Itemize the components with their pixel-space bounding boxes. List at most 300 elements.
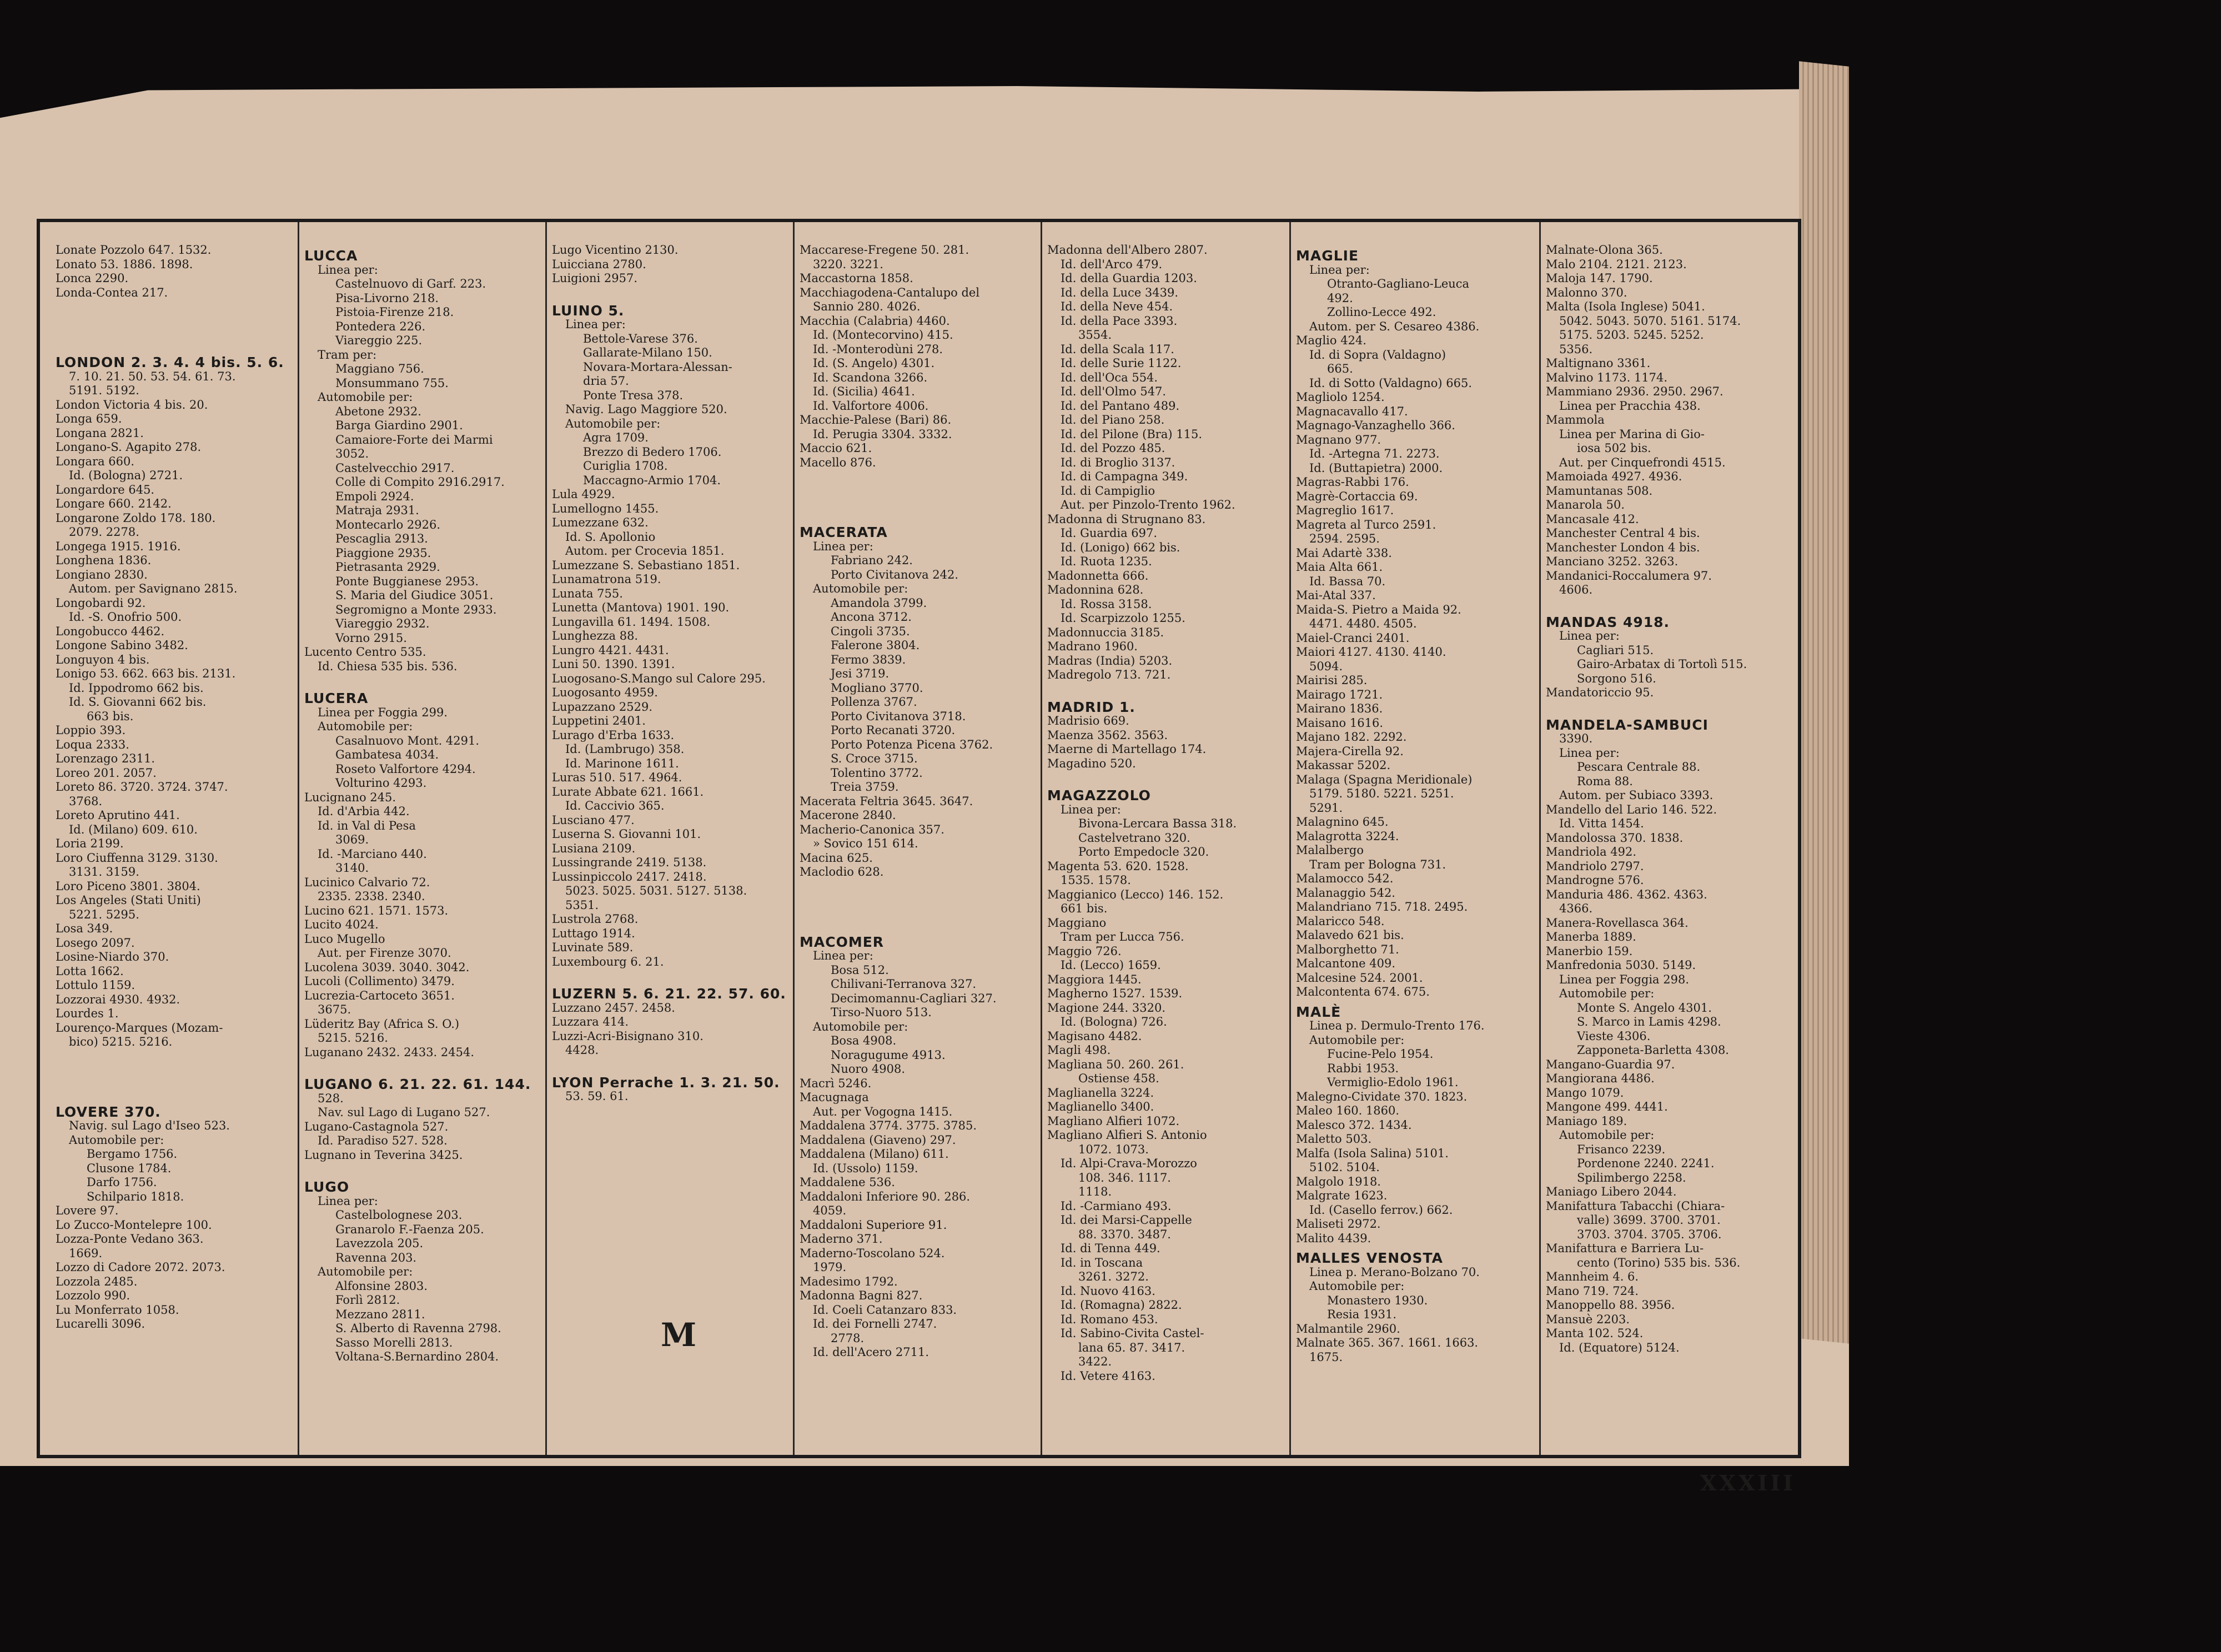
index-entry: Mairago 1721.	[1296, 687, 1383, 701]
index-entry: Maddalena (Milano) 611.	[800, 1147, 949, 1161]
index-entry: Linea per:	[565, 318, 626, 331]
index-entry: Id. (Ussolo) 1159.	[813, 1161, 918, 1175]
index-entry: Id. in Val di Pesa	[318, 819, 416, 832]
index-entry: Lourdes 1.	[56, 1007, 119, 1020]
index-entry: Luzzano 2457. 2458.	[552, 1001, 675, 1015]
index-entry: Chilivani-Terranova 327.	[831, 977, 977, 991]
index-entry: Id. (Montecorvino) 415.	[813, 328, 953, 342]
index-entry: Malcontenta 674. 675.	[1296, 985, 1430, 998]
index-entry: Longare 660. 2142.	[56, 497, 172, 510]
index-entry: Lupazzano 2529.	[552, 700, 653, 714]
index-entry: Magreta al Turco 2591.	[1296, 518, 1436, 531]
index-entry: Id. dell'Olmo 547.	[1061, 385, 1167, 398]
index-entry: 4059.	[813, 1204, 847, 1217]
index-entry: Madrano 1960.	[1047, 640, 1138, 653]
index-entry: Vorno 2915.	[335, 631, 407, 645]
index-entry: Maddaloni Inferiore 90. 286.	[800, 1189, 971, 1203]
index-entry: 3220. 3221.	[813, 257, 883, 271]
index-entry: Id. -Carmiano 493.	[1061, 1199, 1172, 1213]
index-entry: Monsummano 755.	[335, 376, 449, 390]
index-entry: Majano 182. 2292.	[1296, 730, 1407, 744]
index-entry: Id. (S. Angelo) 4301.	[813, 356, 935, 370]
index-entry: Madonnuccia 3185.	[1047, 625, 1164, 639]
index-entry: 1535. 1578.	[1061, 873, 1131, 887]
index-entry: Maclodio 628.	[800, 865, 884, 878]
index-entry: Maggiano 756.	[335, 362, 424, 375]
index-entry: Curiglia 1708.	[583, 459, 668, 473]
index-entry: Magadino 520.	[1047, 756, 1136, 770]
index-entry: Mandatoriccio 95.	[1546, 686, 1654, 699]
index-entry: Otranto-Gagliano-Leuca	[1327, 277, 1470, 290]
index-entry: Aut. per Pinzolo-Trento 1962.	[1061, 498, 1235, 511]
index-entry: Castelnuovo di Garf. 223.	[335, 277, 486, 290]
index-entry: Macerone 2840.	[800, 809, 896, 822]
index-entry: lana 65. 87. 3417.	[1078, 1340, 1185, 1354]
index-entry: Id. S. Giovanni 662 bis.	[69, 695, 207, 709]
index-entry: Longuyon 4 bis.	[56, 652, 150, 666]
index-entry: Madonnina 628.	[1047, 583, 1144, 596]
index-entry: 53. 59. 61.	[565, 1089, 629, 1103]
index-entry: 5291.	[1309, 801, 1343, 815]
index-entry: Madesimo 1792.	[800, 1274, 898, 1288]
index-entry: Id. (Bologna) 726.	[1061, 1015, 1167, 1028]
index-entry: Piaggione 2935.	[335, 546, 431, 560]
index-entry: Losa 349.	[56, 922, 113, 935]
index-entry: Longano-S. Agapito 278.	[56, 440, 202, 454]
index-entry: Maccagno-Armio 1704.	[583, 473, 721, 487]
index-entry: Maccarese-Fregene 50. 281.	[800, 243, 969, 257]
index-entry: Id. di Campagna 349.	[1061, 470, 1188, 483]
index-entry: Spilimbergo 2258.	[1577, 1171, 1686, 1184]
index-entry: Montecarlo 2926.	[335, 518, 441, 531]
index-entry: Longhena 1836.	[56, 554, 152, 567]
index-entry: Macerata Feltria 3645. 3647.	[800, 794, 973, 808]
index-entry: Lucolena 3039. 3040. 3042.	[304, 960, 470, 974]
index-entry: Lumezzane 632.	[552, 516, 649, 529]
index-entry: Lovere 97.	[56, 1204, 119, 1217]
index-entry: Lozzolo 990.	[56, 1289, 130, 1302]
index-entry: Malesco 372. 1434.	[1296, 1118, 1412, 1132]
index-entry: Sasso Morelli 2813.	[335, 1335, 453, 1349]
index-entry: Id. Bassa 70.	[1309, 574, 1386, 588]
index-entry: Castelbolognese 203.	[335, 1208, 463, 1222]
index-entry: Luserna S. Giovanni 101.	[552, 827, 701, 841]
index-entry: Luvinate 589.	[552, 941, 634, 954]
index-entry: Id. Vitta 1454.	[1559, 817, 1644, 830]
index-entry: dria 57.	[583, 374, 629, 388]
index-entry: Mangiorana 4486.	[1546, 1072, 1655, 1085]
section-letter: M	[661, 1316, 697, 1354]
index-entry: Maniago 189.	[1546, 1114, 1627, 1128]
index-entry: Roma 88.	[1577, 774, 1633, 788]
index-entry: Magras-Rabbi 176.	[1296, 475, 1409, 489]
index-entry: Macello 876.	[800, 455, 876, 469]
index-entry: Madregolo 713. 721.	[1047, 668, 1171, 681]
index-entry: Vermiglio-Edolo 1961.	[1327, 1076, 1459, 1089]
index-entry: Lugnano in Teverina 3425.	[304, 1148, 463, 1162]
index-entry: Mansuè 2203.	[1546, 1312, 1630, 1326]
index-entry: Malmantile 2960.	[1296, 1322, 1400, 1335]
index-entry: 3131. 3159.	[69, 865, 139, 878]
index-heading: LUZERN 5. 6. 21. 22. 57. 60.	[552, 986, 786, 1002]
index-entry: Autom. per Crocevia 1851.	[565, 544, 725, 558]
index-entry: Maia Alta 661.	[1296, 560, 1383, 574]
index-entry: Malito 4439.	[1296, 1231, 1371, 1245]
index-entry: Id. (Lecco) 1659.	[1061, 958, 1161, 972]
index-entry: Malegno-Cividate 370. 1823.	[1296, 1089, 1468, 1103]
index-entry: Lucignano 245.	[304, 790, 396, 804]
index-entry: Lozza-Ponte Vedano 363.	[56, 1232, 204, 1246]
index-column-1	[50, 243, 297, 1454]
index-entry: Pietrasanta 2929.	[335, 560, 440, 574]
index-entry: Lunata 755.	[552, 586, 623, 600]
index-entry: Lavezzola 205.	[335, 1237, 424, 1250]
index-entry: Empoli 2924.	[335, 489, 414, 503]
spacer	[800, 880, 1039, 930]
index-entry: Id. -Monterodùni 278.	[813, 342, 943, 356]
index-entry: Lonato 53. 1886. 1898.	[56, 257, 193, 271]
index-entry: » Sovico 151 614.	[813, 837, 918, 850]
index-entry: Id. Alpi-Crava-Morozzo	[1061, 1157, 1197, 1170]
index-entry: Luras 510. 517. 4964.	[552, 771, 682, 784]
index-entry: Macchie-Palese (Bari) 86.	[800, 413, 952, 426]
index-entry: Aut. per Cinquefrondi 4515.	[1559, 455, 1726, 469]
index-heading: MACERATA	[800, 524, 888, 540]
index-entry: Id. del Pilone (Bra) 115.	[1061, 427, 1202, 441]
index-entry: Lottulo 1159.	[56, 978, 135, 992]
index-entry: Amandola 3799.	[831, 596, 927, 610]
index-entry: Lonigo 53. 662. 663 bis. 2131.	[56, 667, 236, 680]
index-entry: Falerone 3804.	[831, 639, 920, 652]
index-entry: 665.	[1327, 362, 1353, 375]
index-entry: Magherno 1527. 1539.	[1047, 987, 1183, 1000]
index-entry: Bergamo 1756.	[87, 1147, 178, 1161]
index-entry: Id. (Equatore) 5124.	[1559, 1340, 1680, 1354]
index-entry: Manarola 50.	[1546, 498, 1625, 511]
index-entry: Mandanici-Roccalumera 97.	[1546, 569, 1712, 583]
index-entry: Macrì 5246.	[800, 1076, 872, 1090]
index-entry: Noragugume 4913.	[831, 1048, 946, 1062]
index-entry: Malonno 370.	[1546, 285, 1627, 299]
index-entry: Malalbergo	[1296, 843, 1364, 857]
index-entry: Mammiano 2936. 2950. 2967.	[1546, 385, 1723, 398]
index-entry: Voltana-S.Bernardino 2804.	[335, 1350, 499, 1363]
index-entry: Luicciana 2780.	[552, 257, 646, 271]
index-entry: Tolentino 3772.	[831, 766, 923, 780]
index-entry: Madrisio 669.	[1047, 714, 1129, 727]
index-entry: S. Marco in Lamis 4298.	[1577, 1015, 1721, 1028]
index-entry: Id. (Bologna) 2721.	[69, 469, 183, 482]
index-entry: Ostiense 458.	[1078, 1072, 1159, 1085]
index-entry: Losego 2097.	[56, 936, 135, 950]
index-entry: Automobile per:	[1559, 1128, 1655, 1142]
index-entry: Malfa (Isola Salina) 5101.	[1296, 1146, 1449, 1160]
index-entry: Lourenço-Marques (Mozam-	[56, 1021, 223, 1035]
index-entry: 3554.	[1078, 328, 1112, 342]
index-entry: Luogosano-S.Mango sul Calore 295.	[552, 671, 766, 685]
index-column-7	[1540, 243, 1799, 1454]
index-entry: Ponte Buggianese 2953.	[335, 574, 479, 588]
index-entry: Longiano 2830.	[56, 568, 148, 581]
index-entry: Makassar 5202.	[1296, 759, 1391, 772]
index-entry: Lucoli (Collimento) 3479.	[304, 975, 455, 988]
index-entry: Malta (Isola Inglese) 5041.	[1546, 300, 1705, 313]
index-entry: Id. di Broglio 3137.	[1061, 455, 1175, 469]
index-entry: Id. dell'Arco 479.	[1061, 257, 1163, 271]
index-entry: Maloja 147. 1790.	[1546, 272, 1653, 285]
index-entry: Maddalene 536.	[800, 1176, 895, 1189]
index-entry: Pescaglia 2913.	[335, 532, 428, 545]
index-heading: LUGO	[304, 1179, 350, 1195]
index-entry: Malaricco 548.	[1296, 914, 1385, 928]
index-entry: Alfonsine 2803.	[335, 1279, 428, 1293]
index-entry: Maerne di Martellago 174.	[1047, 742, 1207, 756]
index-entry: Longobucco 4462.	[56, 624, 165, 638]
index-entry: London Victoria 4 bis. 20.	[56, 398, 208, 411]
index-entry: Macina 625.	[800, 851, 873, 865]
index-entry: Maglianella 3224.	[1047, 1086, 1154, 1099]
index-entry: Maggiora 1445.	[1047, 972, 1142, 986]
index-entry: Mogliano 3770.	[831, 681, 923, 695]
index-entry: Malgolo 1918.	[1296, 1174, 1381, 1188]
index-entry: 5023. 5025. 5031. 5127. 5138.	[565, 884, 747, 897]
index-entry: Madonnetta 666.	[1047, 569, 1149, 583]
index-entry: 528.	[318, 1091, 344, 1105]
index-entry: Manduria 486. 4362. 4363.	[1546, 887, 1707, 901]
index-entry: 3052.	[335, 447, 369, 460]
index-entry: Maniago Libero 2044.	[1546, 1185, 1677, 1198]
spacer	[552, 1058, 792, 1070]
index-entry: Frisanco 2239.	[1577, 1142, 1666, 1156]
index-entry: Automobile per:	[318, 390, 413, 404]
index-entry: Sannio 280. 4026.	[813, 300, 921, 313]
index-entry: Maderno 371.	[800, 1232, 883, 1246]
index-entry: Id. -Marciano 440.	[318, 847, 427, 861]
index-entry: Maddalena (Giaveno) 297.	[800, 1133, 956, 1147]
index-entry: Id. del Piano 258.	[1061, 413, 1165, 426]
index-entry: Colle di Compito 2916.2917.	[335, 475, 505, 489]
index-entry: Longara 660.	[56, 454, 135, 468]
index-entry: Lunamatrona 519.	[552, 573, 661, 586]
index-entry: Magione 244. 3320.	[1047, 1001, 1166, 1015]
index-entry: Linea per:	[813, 949, 873, 962]
index-entry: Id. della Guardia 1203.	[1061, 272, 1197, 285]
index-entry: Lusiana 2109.	[552, 841, 636, 855]
index-entry: Id. Ruota 1235.	[1061, 555, 1152, 568]
index-entry: Maida-S. Pietro a Maida 92.	[1296, 602, 1461, 616]
index-entry: 7. 10. 21. 50. 53. 54. 61. 73.	[69, 369, 236, 383]
index-entry: Automobile per:	[69, 1133, 164, 1147]
index-entry: Mairano 1836.	[1296, 702, 1383, 715]
index-entry: 4428.	[565, 1043, 599, 1057]
index-entry: Id. in Toscana	[1061, 1256, 1143, 1269]
index-entry: Luppetini 2401.	[552, 714, 646, 727]
spacer	[304, 1060, 544, 1072]
index-entry: Lugo Vicentino 2130.	[552, 243, 679, 257]
index-entry: Id. dei Fornelli 2747.	[813, 1317, 937, 1330]
index-entry: Lurago d'Erba 1633.	[552, 728, 675, 742]
index-entry: 5179. 5180. 5221. 5251.	[1309, 787, 1454, 800]
index-entry: Luttago 1914.	[552, 926, 635, 940]
index-entry: Linea per:	[1559, 629, 1620, 642]
index-entry: Pontedera 226.	[335, 319, 426, 333]
index-entry: S. Maria del Giudice 3051.	[335, 589, 494, 602]
index-entry: Maccio 621.	[800, 441, 872, 455]
index-entry: Id. (Buttapietra) 2000.	[1309, 461, 1443, 475]
index-entry: Lucino 621. 1571. 1573.	[304, 903, 449, 917]
index-entry: Id. (Lonigo) 662 bis.	[1061, 540, 1180, 554]
index-entry: Maliseti 2972.	[1296, 1217, 1381, 1231]
index-entry: Navig. Lago Maggiore 520.	[565, 403, 727, 416]
index-entry: Maderno-Toscolano 524.	[800, 1246, 945, 1260]
index-heading: MADRID 1.	[1047, 699, 1135, 715]
index-heading: LONDON 2. 3. 4. 4 bis. 5. 6.	[56, 354, 284, 370]
index-entry: Pisa-Livorno 218.	[335, 291, 439, 305]
index-entry: Id. -S. Onofrio 500.	[69, 610, 182, 624]
index-entry: Forlì 2812.	[335, 1293, 400, 1307]
index-entry: 4606.	[1559, 583, 1593, 596]
index-entry: Id. (Romagna) 2822.	[1061, 1298, 1182, 1312]
index-column-2	[299, 243, 544, 1454]
index-entry: Loro Ciuffenna 3129. 3130.	[56, 851, 218, 865]
index-entry: 3390.	[1559, 732, 1593, 745]
index-entry: Linea p. Merano-Bolzano 70.	[1309, 1265, 1480, 1279]
index-entry: Id. (Lambrugo) 358.	[565, 742, 685, 756]
index-entry: Maccastorna 1858.	[800, 272, 913, 285]
index-entry: Madonna dell'Albero 2807.	[1047, 243, 1208, 257]
index-entry: Magli 498.	[1047, 1043, 1111, 1057]
index-entry: Id. della Luce 3439.	[1061, 285, 1179, 299]
index-entry: Linea per Foggia 298.	[1559, 972, 1690, 986]
index-heading: LUCERA	[304, 690, 369, 706]
index-entry: Fucine-Pelo 1954.	[1327, 1047, 1434, 1061]
index-entry: Lorenzago 2311.	[56, 752, 155, 765]
spacer	[56, 1050, 297, 1099]
index-entry: Abetone 2932.	[335, 404, 421, 418]
index-entry: Magnano 977.	[1296, 433, 1381, 446]
index-entry: Id. dell'Oca 554.	[1061, 370, 1158, 384]
index-entry: Madonna Bagni 827.	[800, 1289, 923, 1302]
index-entry: Lonca 2290.	[56, 272, 129, 285]
index-entry: Maglianello 3400.	[1047, 1100, 1154, 1113]
index-entry: Id. Caccivio 365.	[565, 799, 665, 812]
index-entry: Porto Empedocle 320.	[1078, 845, 1209, 858]
index-entry: Automobile per:	[1309, 1279, 1405, 1293]
index-entry: Novara-Mortara-Alessan-	[583, 360, 732, 374]
index-entry: Lussinpiccolo 2417. 2418.	[552, 870, 707, 883]
index-entry: Viareggio 2932.	[335, 617, 430, 630]
index-entry: 3261. 3272.	[1078, 1270, 1149, 1283]
index-entry: Mamoiada 4927. 4936.	[1546, 470, 1682, 483]
index-entry: Id. -Artegna 71. 2273.	[1309, 447, 1440, 460]
index-entry: Aut. per Vogogna 1415.	[813, 1104, 953, 1118]
index-entry: Malagnino 645.	[1296, 815, 1389, 828]
index-entry: Mangano-Guardia 97.	[1546, 1057, 1675, 1071]
index-entry: Linea per:	[1559, 746, 1620, 760]
index-entry: Automobile per:	[1309, 1033, 1405, 1047]
index-entry: Agra 1709.	[583, 431, 649, 444]
index-entry: Monastero 1930.	[1327, 1293, 1428, 1307]
index-entry: Mammola	[1546, 413, 1605, 426]
index-entry: Lussingrande 2419. 5138.	[552, 856, 707, 869]
index-entry: cento (Torino) 535 bis. 536.	[1577, 1256, 1741, 1269]
index-entry: 1675.	[1309, 1350, 1343, 1364]
index-entry: 2594. 2595.	[1309, 532, 1380, 545]
index-entry: Decimomannu-Cagliari 327.	[831, 991, 997, 1005]
index-entry: Tram per:	[318, 348, 377, 361]
index-entry: 2335. 2338. 2340.	[318, 890, 425, 903]
index-entry: Pescara Centrale 88.	[1577, 760, 1701, 774]
index-entry: Mangone 499. 4441.	[1546, 1100, 1668, 1113]
index-entry: Camaiore-Forte dei Marmi	[335, 433, 493, 446]
index-entry: Lurate Abbate 621. 1661.	[552, 785, 704, 799]
page-edges	[1799, 61, 1849, 1343]
index-entry: Fabriano 242.	[831, 554, 913, 567]
index-entry: Zollino-Lecce 492.	[1327, 305, 1436, 319]
index-entry: Id. dei Marsi-Cappelle	[1061, 1213, 1192, 1227]
index-entry: 3069.	[335, 833, 369, 846]
index-entry: Lugano-Castagnola 527.	[304, 1119, 449, 1133]
index-entry: Manifattura e Barriera Lu-	[1546, 1242, 1704, 1255]
page-number: XXXIII	[1700, 1470, 1796, 1495]
index-entry: Fermo 3839.	[831, 652, 906, 666]
index-entry: Linea p. Dermulo-Trento 176.	[1309, 1019, 1485, 1032]
index-column-3	[546, 243, 792, 1454]
index-entry: Macchiagodena-Cantalupo del	[800, 285, 980, 299]
index-entry: Resia 1931.	[1327, 1308, 1397, 1321]
index-entry: Magenta 53. 620. 1528.	[1047, 859, 1189, 873]
spacer	[1546, 700, 1799, 712]
index-heading: MALÈ	[1296, 1003, 1341, 1020]
index-entry: Lungavilla 61. 1494. 1508.	[552, 615, 711, 629]
index-entry: Id. di Tenna 449.	[1061, 1242, 1160, 1255]
index-entry: 88. 3370. 3487.	[1078, 1227, 1171, 1241]
index-entry: Rabbi 1953.	[1327, 1061, 1399, 1075]
index-entry: Id. Rossa 3158.	[1061, 597, 1152, 611]
index-entry: 3703. 3704. 3705. 3706.	[1577, 1227, 1722, 1241]
index-heading: LYON Perrache 1. 3. 21. 50.	[552, 1074, 780, 1091]
index-entry: S. Alberto di Ravenna 2798.	[335, 1322, 501, 1335]
index-entry: 5094.	[1309, 659, 1343, 673]
index-entry: Loreo 201. 2057.	[56, 766, 157, 780]
index-entry: Lucarelli 3096.	[56, 1317, 145, 1330]
index-entry: Porto Recanati 3720.	[831, 724, 956, 737]
index-entry: Lungro 4421. 4431.	[552, 643, 669, 657]
index-entry: Macherio-Canonica 357.	[800, 822, 944, 836]
index-heading: MALLES VENOSTA	[1296, 1250, 1443, 1266]
index-entry: 1118.	[1078, 1185, 1112, 1198]
index-entry: Roseto Valfortore 4294.	[335, 762, 476, 776]
index-entry: 663 bis.	[87, 709, 134, 723]
index-heading: LUINO 5.	[552, 302, 625, 319]
index-entry: Lotta 1662.	[56, 964, 124, 978]
index-entry: 3422.	[1078, 1355, 1112, 1368]
index-entry: 2778.	[831, 1331, 865, 1345]
index-heading: LUGANO 6. 21. 22. 61. 144.	[304, 1076, 531, 1092]
index-heading: MANDAS 4918.	[1546, 614, 1670, 630]
index-heading: MAGLIE	[1296, 248, 1359, 264]
index-entry: Id. della Scala 117.	[1061, 342, 1174, 356]
index-entry: Maddalena 3774. 3775. 3785.	[800, 1119, 977, 1132]
index-entry: Id. Perugia 3304. 3332.	[813, 427, 952, 441]
index-entry: Majera-Cirella 92.	[1296, 744, 1404, 758]
index-entry: Lunetta (Mantova) 1901. 190.	[552, 601, 730, 614]
index-entry: Loreto Aprutino 441.	[56, 809, 180, 822]
index-entry: Treia 3759.	[831, 780, 899, 794]
index-entry: 1072. 1073.	[1078, 1142, 1149, 1156]
index-entry: Id. (Sicilia) 4641.	[813, 385, 915, 398]
index-entry: Lumezzane S. Sebastiano 1851.	[552, 558, 740, 572]
